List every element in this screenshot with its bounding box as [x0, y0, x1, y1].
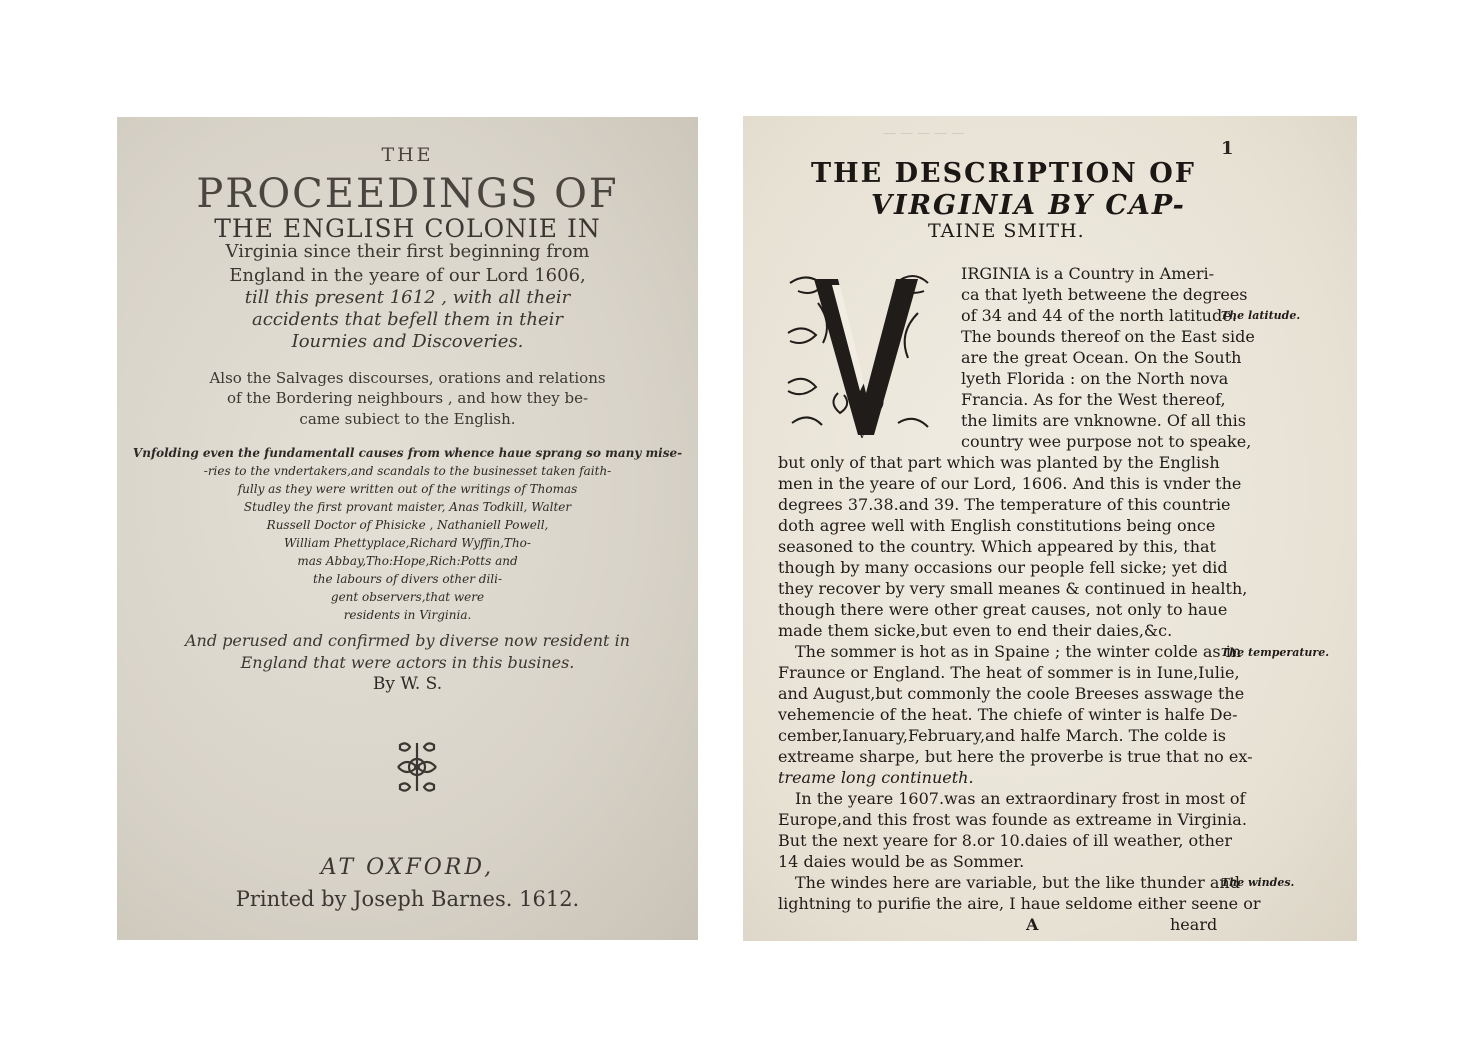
text-line: treame long continueth. [778, 768, 974, 787]
body-line: Virginia since their first beginning from [225, 241, 590, 262]
unfolding-line: fully as they were written out of the writings of Thomas [237, 482, 578, 496]
text-line: though by many occasions our people fell sicke; yet did [778, 558, 1228, 577]
text-line: 14 daies would be as Sommer. [778, 852, 1025, 871]
unfolding-line: gent observers,that were [330, 590, 485, 604]
title-line-colonie: THE ENGLISH COLONIE IN [214, 214, 601, 243]
unfolding-line: Studley the first provant maister, Anas Todkill, Walter [243, 500, 572, 514]
page-signature: 1 [1221, 138, 1234, 159]
also-line: Also the Salvages discourses, orations and relations [209, 369, 606, 387]
text-line: they recover by very small meanes & continued in health, [778, 579, 1248, 598]
unfolding-line: Russell Doctor of Phisicke , Nathaniell Powell, [266, 518, 549, 532]
text-line: lightning to purifie the aire, I haue seldome either seene or [778, 894, 1261, 913]
printers-ornament-icon [392, 739, 442, 795]
text-line: seasoned to the country. Which appeared by this, that [778, 537, 1216, 556]
text-line: Francia. As for the West thereof, [961, 390, 1226, 409]
text-line: doth agree well with English constitutions being once [778, 516, 1216, 535]
text-line: made them sicke,but even to end their daies,&c. [778, 621, 1173, 640]
chapter-title-line2: VIRGINIA BY CAP- [871, 190, 1186, 221]
margin-note-temperature: The temperature. [1221, 646, 1330, 659]
margin-note-winds: The windes. [1221, 876, 1295, 889]
chapter-title-line3: TAINE SMITH. [928, 220, 1085, 242]
unfolding-line: Vnfolding even the fundamentall causes from whence haue sprang so many mise- [132, 446, 683, 460]
text-line: In the yeare 1607.was an extraordinary frost in most of [795, 789, 1246, 808]
chapter-title-line1: THE DESCRIPTION OF [811, 158, 1196, 189]
signature-mark: A [1026, 915, 1039, 934]
text-line: Fraunce or England. The heat of sommer is in Iune,Iulie, [778, 663, 1240, 682]
unfolding-line: mas Abbay,Tho:Hope,Rich:Potts and [297, 554, 518, 568]
perused-line: England that were actors in this busines. [240, 653, 575, 672]
text-line: But the next yeare for 8.or 10.daies of ill weather, other [778, 831, 1232, 850]
text-line: men in the yeare of our Lord, 1606. And this is vnder the [778, 474, 1242, 493]
byline: By W. S. [372, 674, 443, 694]
text-line: vehemencie of the heat. The chiefe of winter is halfe De- [778, 705, 1238, 724]
unfolding-line: residents in Virginia. [343, 608, 472, 622]
also-line: of the Bordering neighbours , and how they be- [226, 389, 589, 407]
text-page [743, 116, 1357, 941]
text-line: degrees 37.38.and 39. The temperature of this countrie [778, 495, 1231, 514]
text-line: extreame sharpe, but here the proverbe is true that no ex- [778, 747, 1253, 766]
title-line-proceedings: PROCEEDINGS OF [196, 171, 619, 217]
imprint-place: AT OXFORD, [320, 855, 495, 880]
text-line: cember,Ianuary,February,and halfe March. The colde is [778, 726, 1227, 745]
drop-cap-letter: V [857, 427, 867, 441]
catchword: heard [1170, 915, 1218, 934]
text-line: Europe,and this frost was founde as extreame in Virginia. [778, 810, 1247, 829]
title-line-the: THE [381, 144, 434, 166]
text-line: lyeth Florida : on the North nova [961, 369, 1229, 388]
body-line: Iournies and Discoveries. [291, 331, 524, 352]
body-line: till this present 1612 , with all their [244, 287, 571, 308]
text-line: but only of that part which was planted by the English [778, 453, 1220, 472]
decorated-initial-v-icon [778, 263, 948, 443]
text-line: the limits are vnknowne. Of all this [961, 411, 1246, 430]
unfolding-line: William Phettyplace,Richard Wyffin,Tho- [284, 536, 531, 550]
text-line: though there were other great causes, not only to haue [778, 600, 1228, 619]
body-line: accidents that befell them in their [251, 309, 564, 330]
text-line: are the great Ocean. On the South [961, 348, 1242, 367]
text-line: The windes here are variable, but the like thunder and [795, 873, 1240, 892]
unfolding-line: the labours of divers other dili- [312, 572, 503, 586]
perused-line: And perused and confirmed by diverse now resident in [185, 631, 630, 650]
text-line: and August,but commonly the coole Breeses asswage the [778, 684, 1245, 703]
unfolding-line: -ries to the vndertakers,and scandals to the businesset taken faith- [203, 464, 612, 478]
show-through-text: — — — — — [883, 126, 965, 141]
text-line: country wee purpose not to speake, [961, 432, 1252, 451]
text-line: The sommer is hot as in Spaine ; the winter colde as in [795, 642, 1242, 661]
text-line: IRGINIA is a Country in Ameri- [961, 264, 1215, 283]
body-line: England in the yeare of our Lord 1606, [229, 265, 586, 286]
text-line: of 34 and 44 of the north latitude. [961, 306, 1237, 325]
also-line: came subiect to the English. [299, 410, 516, 428]
text-line: The bounds thereof on the East side [961, 327, 1255, 346]
margin-note-latitude: The latitude. [1221, 309, 1301, 322]
imprint-printer: Printed by Joseph Barnes. 1612. [235, 887, 580, 911]
title-page [117, 117, 698, 940]
text-line: ca that lyeth betweene the degrees [961, 285, 1248, 304]
